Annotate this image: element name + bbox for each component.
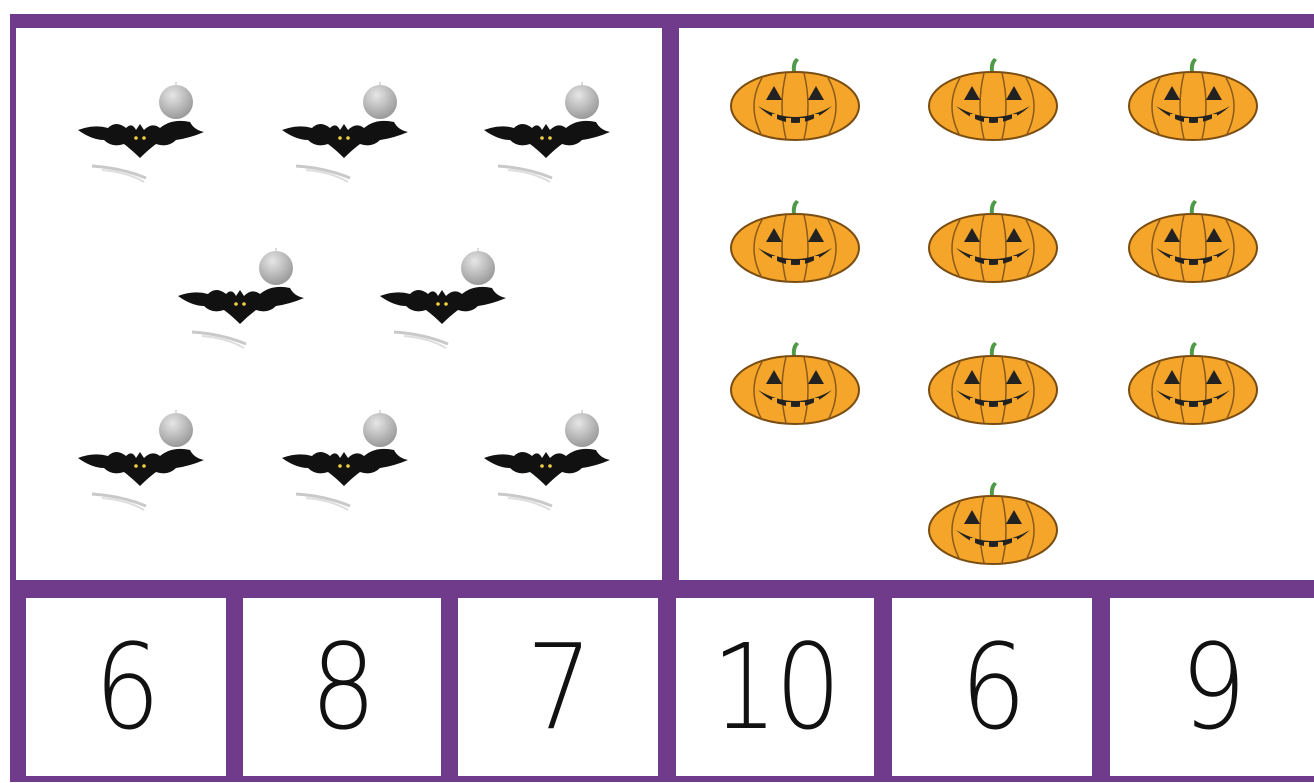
bat-with-moon-icon <box>276 406 416 520</box>
jack-o-lantern-icon <box>728 198 862 290</box>
bat-with-moon-icon <box>72 406 212 520</box>
jack-o-lantern-icon <box>1126 340 1260 432</box>
jack-o-lantern-icon <box>728 340 862 432</box>
answer-choice-6[interactable] <box>1110 598 1314 776</box>
answer-choice-4[interactable] <box>676 598 874 776</box>
answer-number: 7 <box>526 618 590 756</box>
answer-choice-5[interactable] <box>892 598 1092 776</box>
jack-o-lantern-icon <box>926 480 1060 572</box>
jack-o-lantern-icon <box>1126 56 1260 148</box>
answer-choice-1[interactable] <box>26 598 226 776</box>
jack-o-lantern-icon <box>926 340 1060 432</box>
jack-o-lantern-icon <box>926 56 1060 148</box>
answer-number: 10 <box>711 618 839 756</box>
answer-number: 9 <box>1180 618 1244 756</box>
bat-with-moon-icon <box>478 406 618 520</box>
bat-with-moon-icon <box>478 78 618 192</box>
bat-with-moon-icon <box>172 244 312 358</box>
answer-choice-2[interactable] <box>243 598 441 776</box>
answer-choice-3[interactable] <box>458 598 658 776</box>
jack-o-lantern-icon <box>926 198 1060 290</box>
answer-number: 8 <box>310 618 374 756</box>
bat-with-moon-icon <box>374 244 514 358</box>
answer-number: 6 <box>960 618 1024 756</box>
jack-o-lantern-icon <box>1126 198 1260 290</box>
jack-o-lantern-icon <box>728 56 862 148</box>
bat-with-moon-icon <box>276 78 416 192</box>
answer-number: 6 <box>94 618 158 756</box>
bat-with-moon-icon <box>72 78 212 192</box>
